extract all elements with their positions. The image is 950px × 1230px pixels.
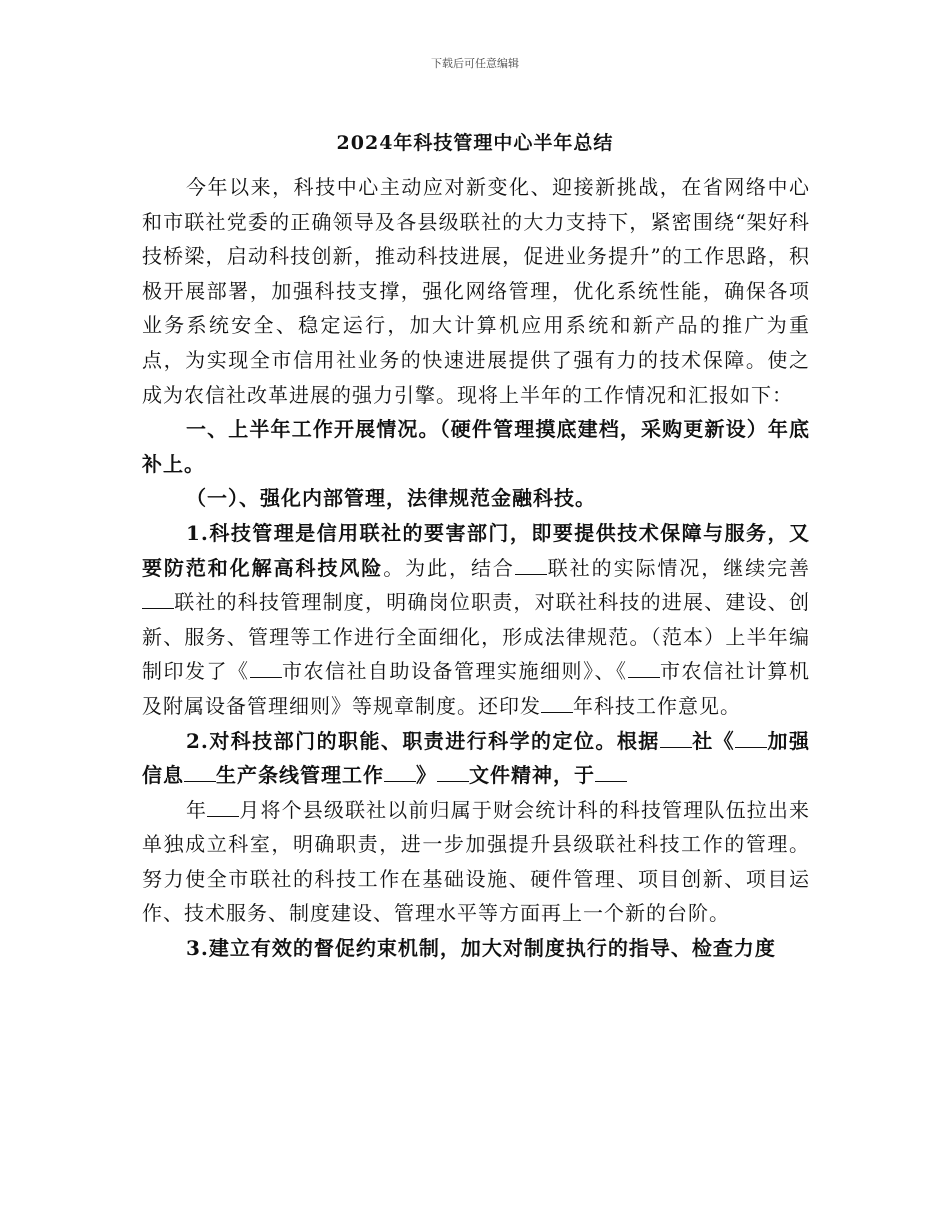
page-header: 下载后可任意编辑 [431,57,519,70]
document-body [142,170,810,966]
blank-line [437,765,469,782]
item-1-text: 市农信社自助设备管理实施细则》、《 [281,659,628,684]
item-2-text: 生产条线管理工作 [216,763,384,788]
item-1-text: 市农信社计算机及附属设备管理细则》等规章制度。还印发 [142,659,810,718]
blank-line [541,696,573,713]
blank-line [515,558,547,575]
item-1-text: 年科技工作意见。 [573,693,741,718]
subsection-heading: （一）、强化内部管理，法律规范金融科技。 [186,486,596,511]
blank-line [207,800,239,817]
item-1-text: 。为此，结合 [383,555,515,580]
item-2-text: 月将个县级联社以前归属于财会统计科的科技管理队伍拉出来单独成立科室，明确职责，进一步加强提升县级联社科技工作的管理。努力使全市联社的科技工作在基础设施、硬件管理、项目创新、项目运作、技术服务、制度建设、管理水平等方面再上一个新的台阶。 [142,797,811,926]
item-3-heading: 3.建立有效的督促约束机制，加大对制度执行的指导、检查力度 [186,936,776,961]
document-title: 2024年科技管理中心半年总结 [336,132,614,154]
item-1-text: 联社的实际情况，继续完善 [546,555,811,580]
blank-line [595,765,627,782]
item-2-text: 文件精神，于 [469,763,595,788]
intro-paragraph: 今年以来，科技中心主动应对新变化、迎接新挑战，在省网络中心和市联社党委的正确领导及各县级联社的大力支持下，紧密围绕“架好科技桥梁，启动科技创新，推动科技进展，促进业务提升”的工作思路，积极开展部署，加强科技支撑，强化网络管理，优化系统性能，确保各项业务系统安全、稳定运行，加大计算机应用系统和新产品的推广为重点，为实现全市信用社业务的快速进展提供了强有力的技术保障。使之成为农信社改革进展的强力引擎。现将上半年的工作情况和汇报如下： [142,175,810,407]
item-2-text: 》 [416,763,437,788]
item-2-heading [142,724,810,793]
blank-line [184,765,216,782]
blank-line [628,661,660,678]
blank-line [142,592,174,609]
blank-line [384,765,416,782]
item-1-lead: 1.科技管理是信用联社的要害部门，即要提供技术保障与服务，又要防范和化解高科技风险 [142,520,810,580]
blank-line [250,661,282,678]
blank-line [735,731,767,748]
item-2-text: 社《 [691,728,736,753]
blank-line [660,731,692,748]
item-2-text: 2.对科技部门的职能、职责进行科学的定位。根据 [186,728,660,753]
item-2-text: 加强信息 [142,728,811,788]
item-2-paragraph [142,793,810,931]
section-heading: 一、上半年工作开展情况。（硬件管理摸底建档，采购更新设）年底补上。 [142,417,810,476]
item-1-text: 联社的科技管理制度，明确岗位职责，对联社科技的进展、建设、创新、服务、管理等工作进行全面细化，形成法律规范。（范本）上半年编制印发了《 [142,590,810,684]
item-2-text: 年 [186,797,208,822]
item-1-paragraph [142,516,810,724]
